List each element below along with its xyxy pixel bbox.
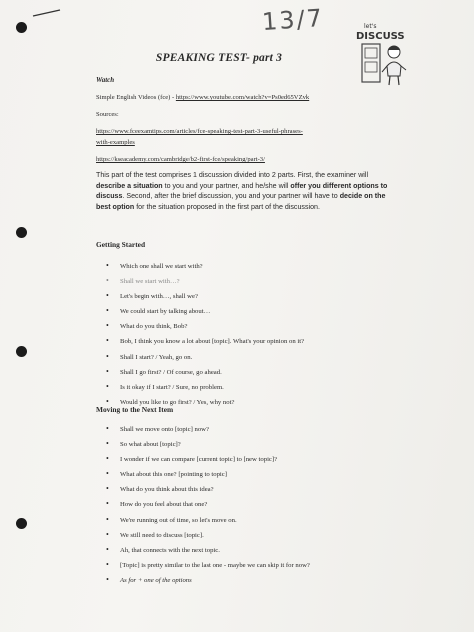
punch-hole	[16, 227, 27, 238]
source-link-2[interactable]: https://kseacademy.com/cambridge/b2-first-fce/speaking/part-3/	[96, 156, 265, 163]
list-item: • Shall I go first? / Of course, go ahead.	[106, 368, 304, 383]
page-title: SPEAKING TEST- part 3	[155, 52, 283, 64]
punch-hole	[16, 346, 27, 357]
badge-text	[356, 22, 405, 42]
watch-line	[96, 94, 309, 101]
pen-mark	[32, 8, 62, 18]
list-item: • Shall I start? / Yeah, go on.	[106, 353, 304, 368]
moving-on-heading: Moving to the Next Item	[96, 405, 174, 414]
getting-started-heading: Getting Started	[96, 240, 146, 249]
list-item: • What do you think, Bob?	[106, 322, 304, 337]
list-item: • Is it okay if I start? / Sure, no problem.	[106, 383, 304, 398]
list-item: • So what about [topic]?	[106, 440, 310, 455]
punch-hole	[16, 518, 27, 529]
intro-paragraph: This part of the test comprises 1 discussion divided into 2 parts. First, the examiner will describe a situation to you and your partner, and he/she will offer you different options to discuss. Second, after the brief discussion, you and your partner will have to decide on the best option for the situation proposed in the first part of the discussion.	[96, 171, 388, 211]
list-item: • How do you feel about that one?	[106, 500, 310, 515]
youtube-link[interactable]: https://www.youtube.com/watch?v=Ps0ed65VZvk	[175, 94, 310, 101]
list-item: • What do you think about this idea?	[106, 485, 310, 500]
watch-heading: Watch	[96, 76, 115, 84]
list-item: • Ah, that connects with the next topic.	[106, 546, 310, 561]
badge-discuss: DISCUSS	[356, 31, 405, 42]
source-link-1[interactable]: https://www.fceexamtips.com/articles/fce-speaking-test-part-3-useful-phrases-	[96, 128, 303, 135]
list-item: • Which one shall we start with?	[106, 262, 304, 277]
cartoon-person-icon	[358, 42, 414, 86]
list-item: • Let's begin with…, shall we?	[106, 292, 304, 307]
list-item: • Shall we move onto [topic] now?	[106, 425, 310, 440]
list-item: • Shall we start with…?	[106, 277, 304, 292]
moving-on-list	[106, 425, 310, 591]
watch-prefix: Simple English Videos (fce) -	[96, 94, 176, 101]
list-item: • What about this one? [pointing to topic]	[106, 470, 310, 485]
punch-hole	[16, 22, 27, 33]
sources-heading: Sources:	[96, 111, 119, 118]
list-item: • Would you like to go first? / Yes, why not?	[106, 398, 304, 413]
list-item: • I wonder if we can compare [current topic] to [new topic]?	[106, 455, 310, 470]
handwritten-date: 13/7	[261, 3, 325, 37]
list-item: • [Topic] is pretty similar to the last one - maybe we can skip it for now?	[106, 561, 310, 576]
badge-lets: let's	[364, 23, 377, 30]
list-item: • We're running out of time, so let's move on.	[106, 516, 310, 531]
source-link-1-cont[interactable]: with-examples	[96, 139, 135, 146]
list-item: • Bob, I think you know a lot about [topic]. What's your opinion on it?	[106, 337, 304, 352]
list-item: • We could start by talking about…	[106, 307, 304, 322]
list-item: • As for + one of the options	[106, 576, 310, 591]
getting-started-list	[106, 262, 304, 413]
list-item: • We still need to discuss [topic].	[106, 531, 310, 546]
